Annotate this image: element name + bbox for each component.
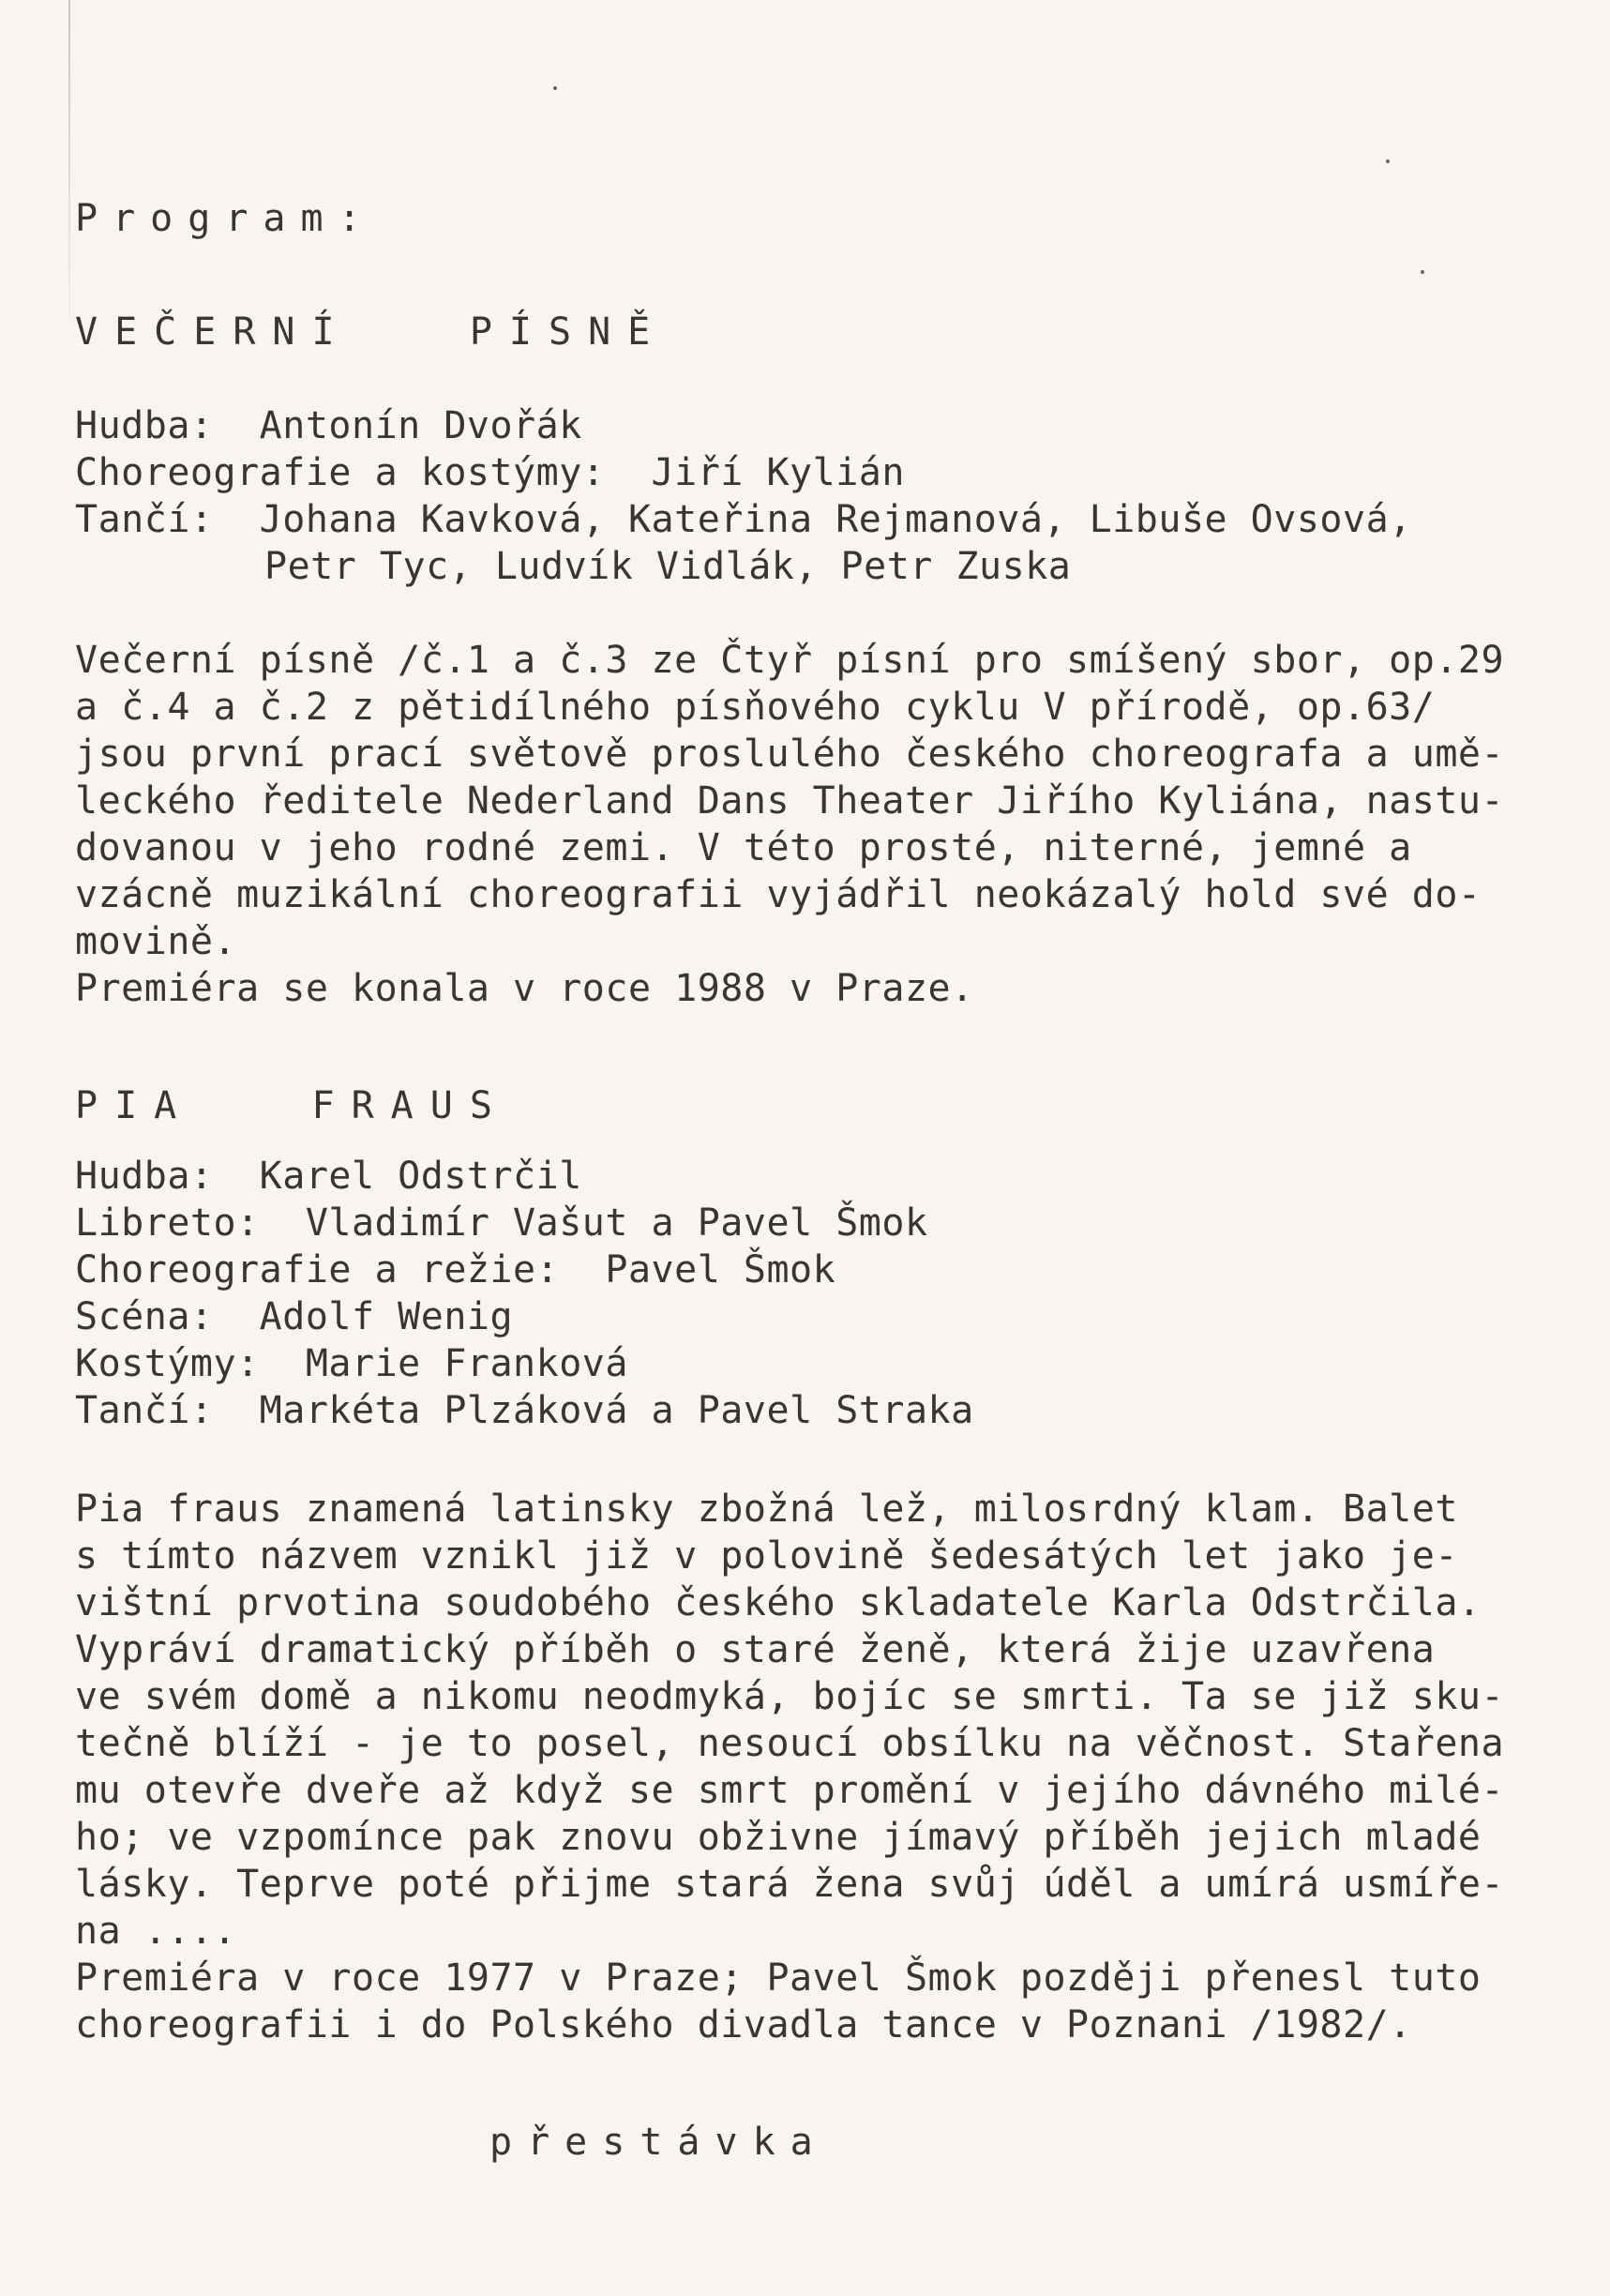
intermission-label: přestávka [489,2121,828,2164]
piece1-premiere: Premiéra se konala v roce 1988 v Praze. [75,967,974,1010]
piece2-description-line: Pia fraus znamená latinsky zbožná lež, milosrdný klam. Balet [75,1488,1458,1531]
piece2-description-line: vištní prvotina soudobého českého skladatele Karla Odstrčila. [75,1581,1482,1624]
paper-speck [1421,270,1424,274]
piece1-title: VEČERNÍ PÍSNĚ [75,310,668,354]
piece2-credit-dancers: Tančí: Markéta Plzáková a Pavel Straka [75,1389,974,1432]
piece2-credit-music: Hudba: Karel Odstrčil [75,1155,582,1198]
piece1-description-line: dovanou v jeho rodné zemi. V této prosté, niterné, jemné a [75,826,1412,869]
piece1-description-line: movině. [75,920,237,963]
piece1-credit-choreography: Choreografie a kostýmy: Jiří Kylián [75,451,905,494]
program-heading: Program: [75,197,376,240]
piece2-description-line: s tímto názvem vznikl již v polovině šedesátých let jako je- [75,1534,1458,1578]
piece1-credit-dancers: Tančí: Johana Kavková, Kateřina Rejmanová, Libuše Ovsová, [75,498,1412,541]
piece2-credit-scene: Scéna: Adolf Wenig [75,1295,514,1338]
piece1-credit-music: Hudba: Antonín Dvořák [75,404,582,447]
paper-speck [553,86,557,90]
piece2-description-line: Vypráví dramatický příběh o staré ženě, která žije uzavřena [75,1628,1436,1671]
paper-speck [1386,159,1390,163]
piece2-premiere: Premiéra v roce 1977 v Praze; Pavel Šmok později přenesl tuto [75,1956,1482,2000]
piece2-description-line: na .... [75,1910,237,1953]
piece2-premiere-cont: choreografii i do Polského divadla tance v Poznani /1982/. [75,2003,1412,2047]
piece2-credit-costumes: Kostýmy: Marie Franková [75,1342,628,1385]
piece1-description-line: a č.4 a č.2 z pětidílného písňového cyklu V přírodě, op.63/ [75,686,1436,729]
piece1-description-line: Večerní písně /č.1 a č.3 ze Čtyř písní pro smíšený sbor, op.29 [75,639,1505,682]
paper-edge-line [68,0,70,319]
piece1-credit-dancers-cont: Petr Tyc, Ludvík Vidlák, Petr Zuska [264,545,1072,588]
piece1-description-line: vzácně muzikální choreografii vyjádřil neokázalý hold své do- [75,873,1482,916]
piece2-description-line: tečně blíží - je to posel, nesoucí obsílku na věčnost. Stařena [75,1722,1505,1765]
piece1-description-line: jsou první prací světově proslulého českého choreografa a umě- [75,733,1505,776]
piece2-description-line: mu otevře dveře až když se smrt promění v jejího dávného milé- [75,1769,1505,1812]
piece1-description-line: leckého ředitele Nederland Dans Theater Jiřího Kyliána, nastu- [75,779,1505,823]
piece2-description-line: ve svém domě a nikomu neodmyká, bojíc se smrti. Ta se již sku- [75,1675,1505,1718]
piece2-credit-choreography: Choreografie a režie: Pavel Šmok [75,1248,836,1292]
piece2-credit-libretto: Libreto: Vladimír Vašut a Pavel Šmok [75,1201,928,1245]
piece2-description-line: ho; ve vzpomínce pak znovu obživne jímavý příběh jejich mladé [75,1816,1482,1859]
piece2-title: PIA FRAUS [75,1084,509,1127]
piece2-description-line: lásky. Teprve poté přijme stará žena svůj úděl a umírá usmíře- [75,1863,1505,1906]
